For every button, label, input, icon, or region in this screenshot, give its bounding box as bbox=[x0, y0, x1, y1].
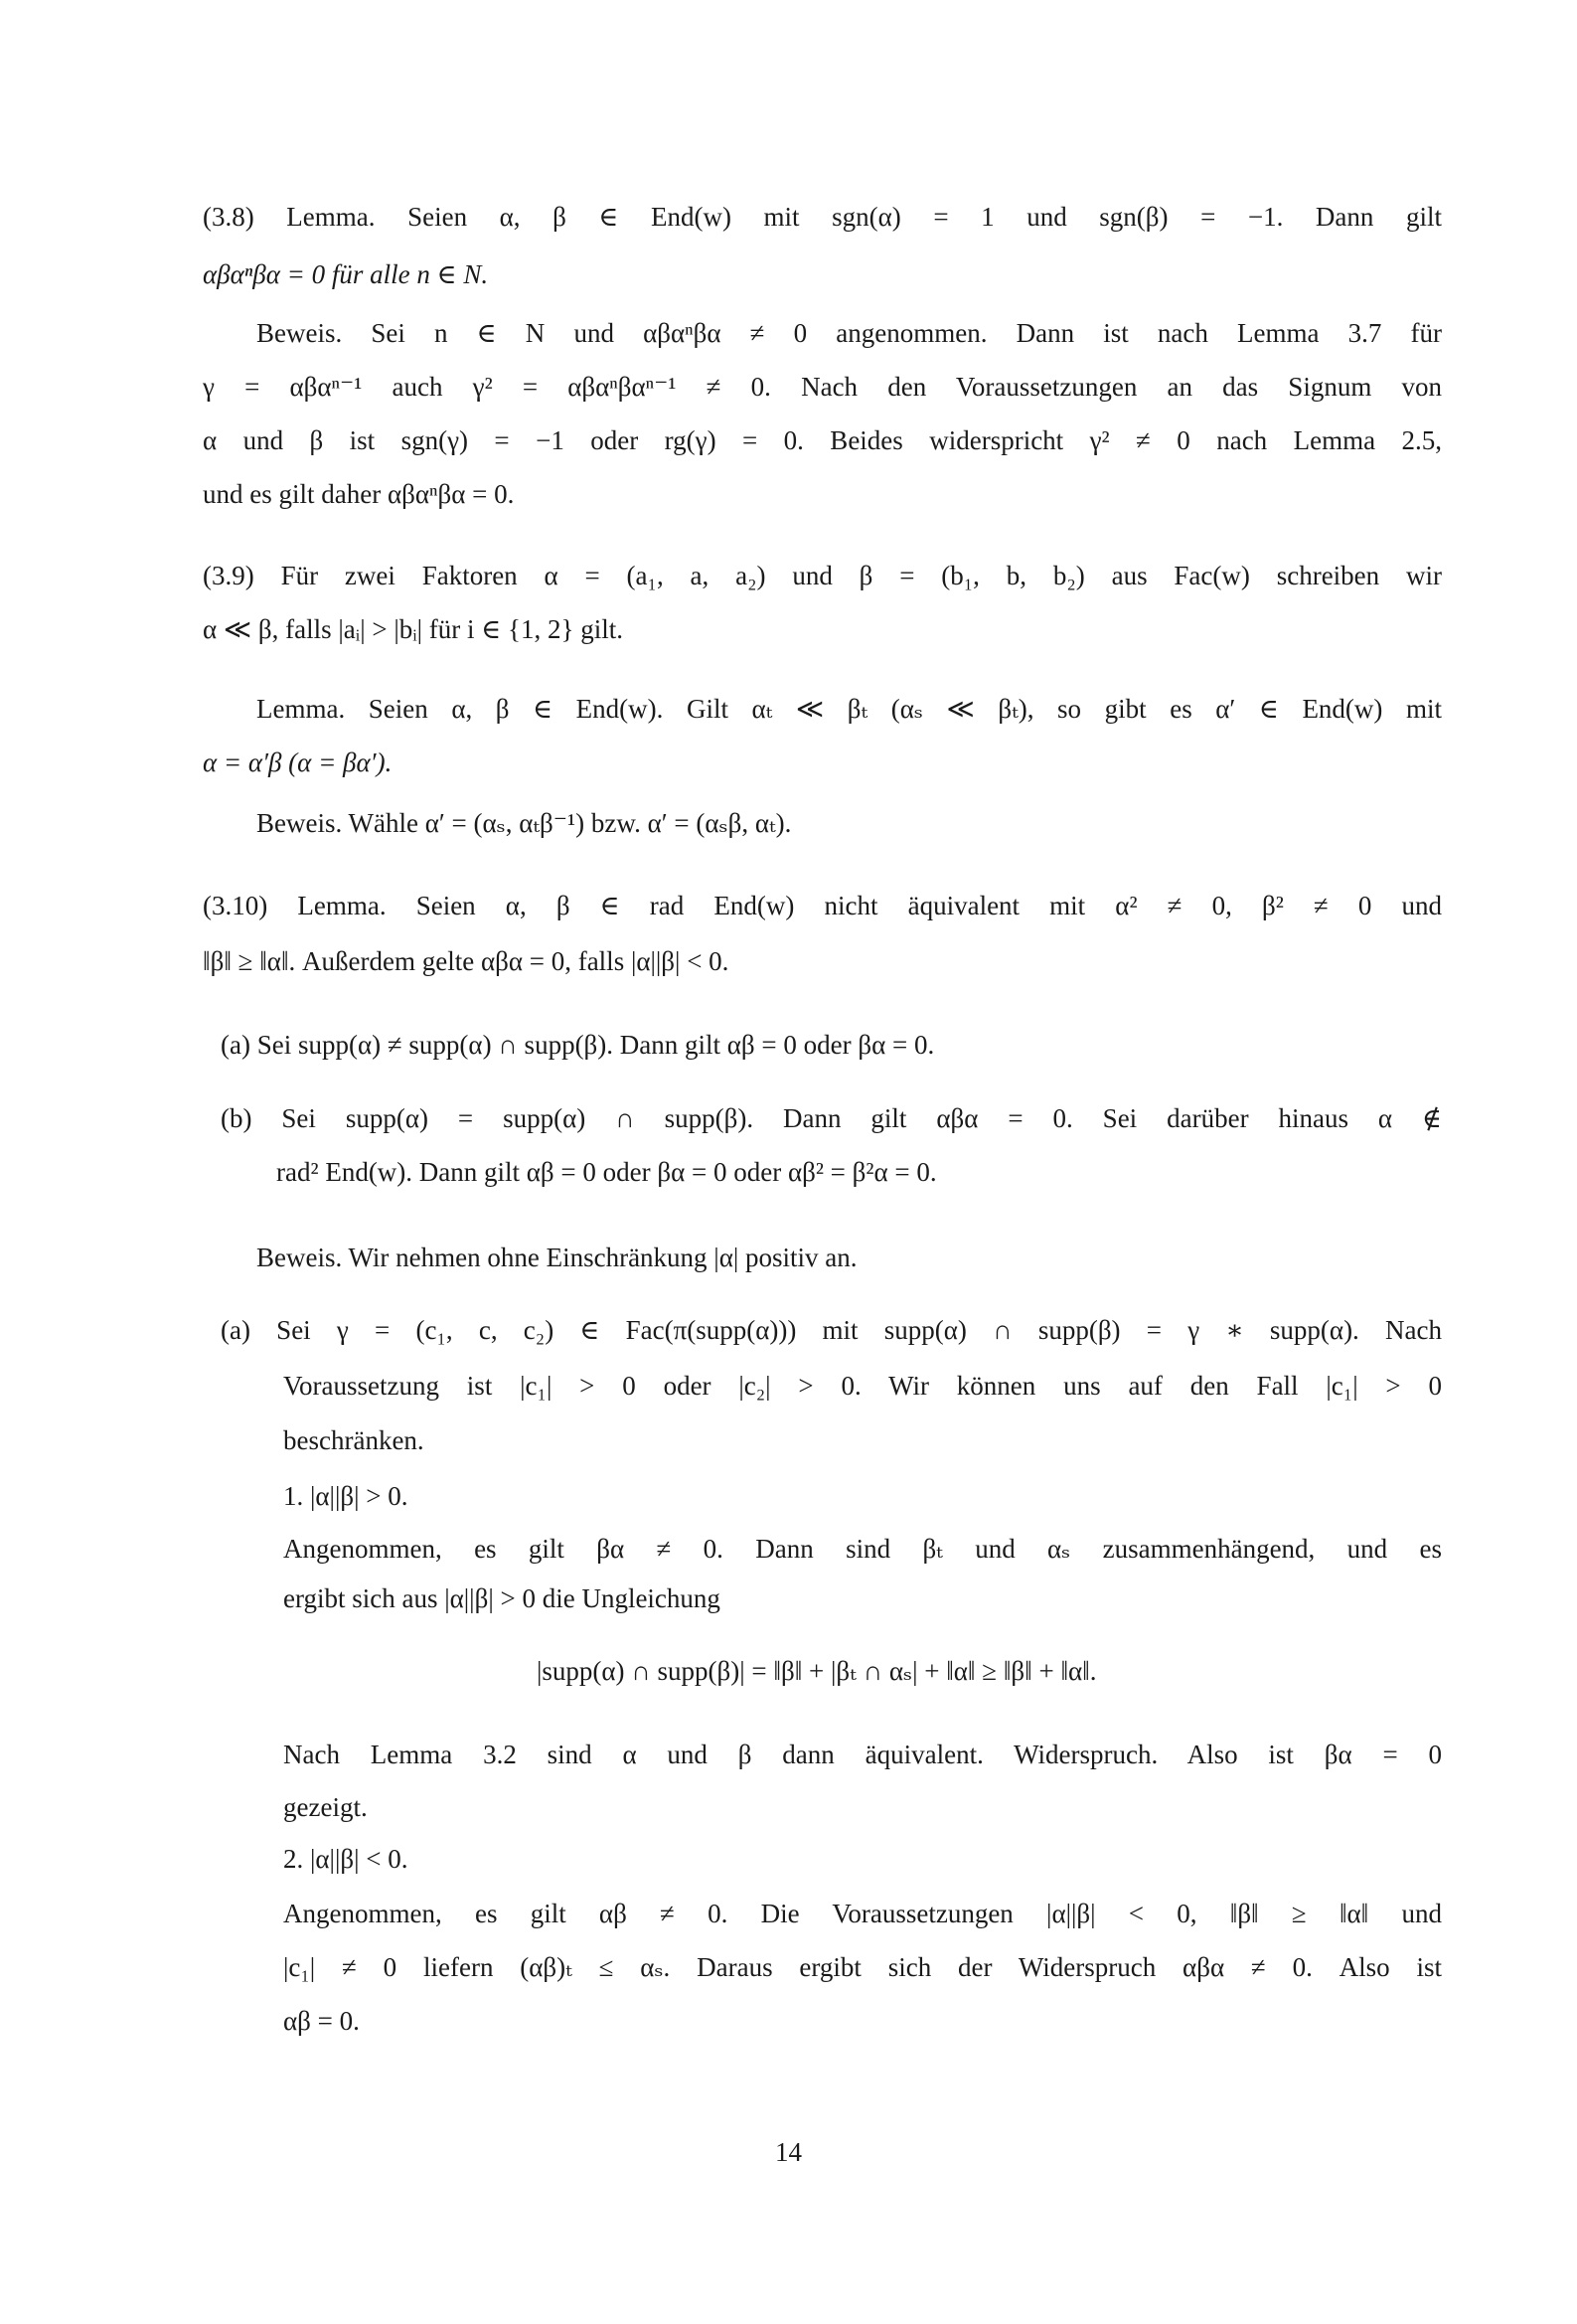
case-2-line: αβ = 0. bbox=[283, 2006, 360, 2036]
proof-a-line: Voraussetzung ist |c₁| > 0 oder |c₂| > 0. Wir können uns auf den Fall |c₁| > 0 bbox=[283, 1371, 1442, 1401]
lemma-3-8-proof-line: γ = αβαⁿ⁻¹ auch γ² = αβαⁿβαⁿ⁻¹ ≠ 0. Nach den Voraussetzungen an das Signum von bbox=[203, 372, 1442, 402]
lemma-3-8-proof-line: und es gilt daher αβαⁿβα = 0. bbox=[203, 479, 515, 509]
page-number: 14 bbox=[775, 2137, 802, 2167]
lemma-3-10-item-b-line-2: rad² End(w). Dann gilt αβ = 0 oder βα = 0 oder αβ² = β²α = 0. bbox=[276, 1157, 937, 1187]
lemma-3-10-statement-line-1: (3.10) Lemma. Seien α, β ∈ rad End(w) nicht äquivalent mit α² ≠ 0, β² ≠ 0 und bbox=[203, 891, 1442, 920]
proof-a-line: (a) Sei γ = (c₁, c, c₂) ∈ Fac(π(supp(α))) mit supp(α) ∩ supp(β) = γ ∗ supp(α). Nach bbox=[221, 1315, 1442, 1345]
lemma-3-10-statement-line-2: ‖β‖ ≥ ‖α‖. Außerdem gelte αβα = 0, falls |α||β| < 0. bbox=[203, 946, 729, 976]
lemma-3-9-line-2: α = α′β (α = βα′). bbox=[203, 747, 393, 777]
lemma-3-8-proof-line: α und β ist sgn(γ) = −1 oder rg(γ) = 0. Beides widerspricht γ² ≠ 0 nach Lemma 2.5, bbox=[203, 425, 1442, 455]
case-1-line: ergibt sich aus |α||β| > 0 die Ungleichung bbox=[283, 1583, 720, 1613]
lemma-3-8-proof-line: Beweis. Sei n ∈ N und αβαⁿβα ≠ 0 angenommen. Dann ist nach Lemma 3.7 für bbox=[256, 318, 1442, 348]
lemma-3-8-statement-line-2: αβαⁿβα = 0 für alle n ∈ N. bbox=[203, 259, 489, 289]
def-3-9-line-2: α ≪ β, falls |aᵢ| > |bᵢ| für i ∈ {1, 2} gilt. bbox=[203, 614, 623, 644]
lemma-3-8-statement-line-1: (3.8) Lemma. Seien α, β ∈ End(w) mit sgn(α) = 1 und sgn(β) = −1. Dann gilt bbox=[203, 202, 1442, 232]
lemma-3-10-item-b-line-1: (b) Sei supp(α) = supp(α) ∩ supp(β). Dann gilt αβα = 0. Sei darüber hinaus α ∉ bbox=[221, 1103, 1442, 1133]
case-1-conclusion-line: Nach Lemma 3.2 sind α und β dann äquivalent. Widerspruch. Also ist βα = 0 bbox=[283, 1740, 1442, 1769]
case-2-heading: 2. |α||β| < 0. bbox=[283, 1844, 408, 1874]
lemma-3-9-proof: Beweis. Wähle α′ = (αₛ, αₜβ⁻¹) bzw. α′ = (αₛβ, αₜ). bbox=[256, 808, 792, 838]
def-3-9-line-1: (3.9) Für zwei Faktoren α = (a₁, a, a₂) und β = (b₁, b, b₂) aus Fac(w) schreiben wir bbox=[203, 561, 1442, 590]
lemma-3-10-proof-intro: Beweis. Wir nehmen ohne Einschränkung |α| positiv an. bbox=[256, 1243, 858, 1272]
case-1-conclusion-line: gezeigt. bbox=[283, 1792, 368, 1822]
display-equation: |supp(α) ∩ supp(β)| = ‖β‖ + |βₜ ∩ αₛ| + ‖α‖ ≥ ‖β‖ + ‖α‖. bbox=[537, 1656, 1097, 1686]
lemma-3-9-line-1: Lemma. Seien α, β ∈ End(w). Gilt αₜ ≪ βₜ (αₛ ≪ βₜ), so gibt es α′ ∈ End(w) mit bbox=[256, 694, 1442, 724]
case-2-line: |c₁| ≠ 0 liefern (αβ)ₜ ≤ αₛ. Daraus ergibt sich der Widerspruch αβα ≠ 0. Also ist bbox=[283, 1952, 1442, 1982]
case-1-heading: 1. |α||β| > 0. bbox=[283, 1481, 408, 1511]
case-2-line: Angenommen, es gilt αβ ≠ 0. Die Voraussetzungen |α||β| < 0, ‖β‖ ≥ ‖α‖ und bbox=[283, 1899, 1442, 1928]
lemma-3-10-item-a: (a) Sei supp(α) ≠ supp(α) ∩ supp(β). Dann gilt αβ = 0 oder βα = 0. bbox=[221, 1030, 935, 1060]
proof-a-line: beschränken. bbox=[283, 1425, 424, 1455]
case-1-line: Angenommen, es gilt βα ≠ 0. Dann sind βₜ und αₛ zusammenhängend, und es bbox=[283, 1534, 1442, 1564]
